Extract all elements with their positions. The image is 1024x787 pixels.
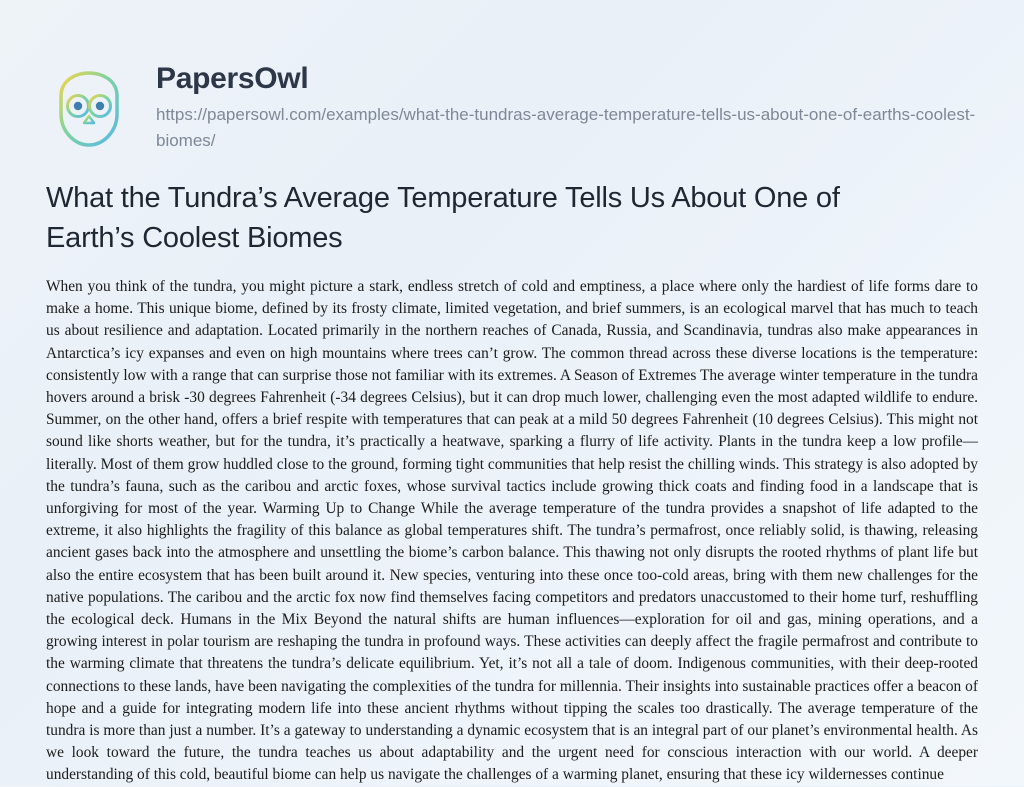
owl-logo-icon[interactable] <box>46 66 132 152</box>
site-header <box>46 40 978 152</box>
page-title: What the Tundra’s Average Temperature Tells Us About One of Earth’s Coolest Biomes <box>46 182 840 254</box>
source-url[interactable]: https://papersowl.com/examples/what-the-tundras-average-temperature-tells-us-about-one-of-earths-coolest-biomes/ <box>156 105 976 150</box>
site-brand-name: PapersOwl <box>156 62 309 95</box>
article-body: When you think of the tundra, you might picture a stark, endless stretch of cold and emptiness, a place where only the hardiest of life forms dare to make a home. This unique biome, defined by its frosty climate, limited vegetation, and brief summers, is an ecological marvel that has much to teach us about resilience and adaptation. Located primarily in the northern reaches of Canada, Russia, and Scandinavia, tundras also make appearances in Antarctica’s icy expanses and even on high mountains where trees can’t grow. The common thread across these diverse locations is the temperature: consistently low with a range that can surprise those not familiar with its extremes. A Season of Extremes The average winter temperature in the tundra hovers around a brisk -30 degrees Fahrenheit (-34 degrees Celsius), but it can drop much lower, challenging even the most adapted wildlife to endure. Summer, on the other hand, offers a brief respite with temperatures that can peak at a mild 50 degrees Fahrenheit (10 degrees Celsius). This might not sound like shorts weather, but for the tundra, it’s practically a heatwave, sparking a flurry of life activity. Plants in the tundra keep a low profile—literally. Most of them grow huddled close to the ground, forming tight communities that help resist the chilling winds. This strategy is also adopted by the tundra’s fauna, such as the caribou and arctic foxes, whose survival tactics include growing thick coats and finding food in a landscape that is unforgiving for most of the year. Warming Up to Change While the average temperature of the tundra provides a snapshot of life adapted to the extreme, it also highlights the fragility of this balance as global temperatures shift. The tundra’s permafrost, once reliably solid, is thawing, releasing ancient gases back into the atmosphere and unsettling the biome’s carbon balance. This thawing not only disrupts the rooted rhythms of plant life but also the entire ecosystem that has been built around it. New species, venturing into these once too-cold areas, bring with them new challenges for the native populations. The caribou and the arctic fox now find themselves facing competitors and predators unaccustomed to their home turf, reshuffling the ecological deck. Humans in the Mix Beyond the natural shifts are human influences—exploration for oil and gas, mining operations, and a growing interest in polar tourism are reshaping the tundra in profound ways. These activities can deeply affect the fragile permafrost and contribute to the warming climate that threatens the tundra’s delicate equilibrium. Yet, it’s not all a tale of doom. Indigenous communities, with their deep-rooted connections to these lands, have been navigating the complexities of the tundra for millennia. Their insights into sustainable practices offer a beacon of hope and a guide for integrating modern life into these ancient rhythms without tipping the scales too drastically. The average temperature of the tundra is more than just a number. It’s a gateway to understanding a dynamic ecosystem that is an integral part of our planet’s environmental health. As we look toward the future, the tundra teaches us about adaptability and the urgent need for conscious interaction with our world. A deeper understanding of this cold, beautiful biome can help us navigate the challenges of a warming planet, ensuring that these icy wildernesses continue <box>46 278 978 784</box>
